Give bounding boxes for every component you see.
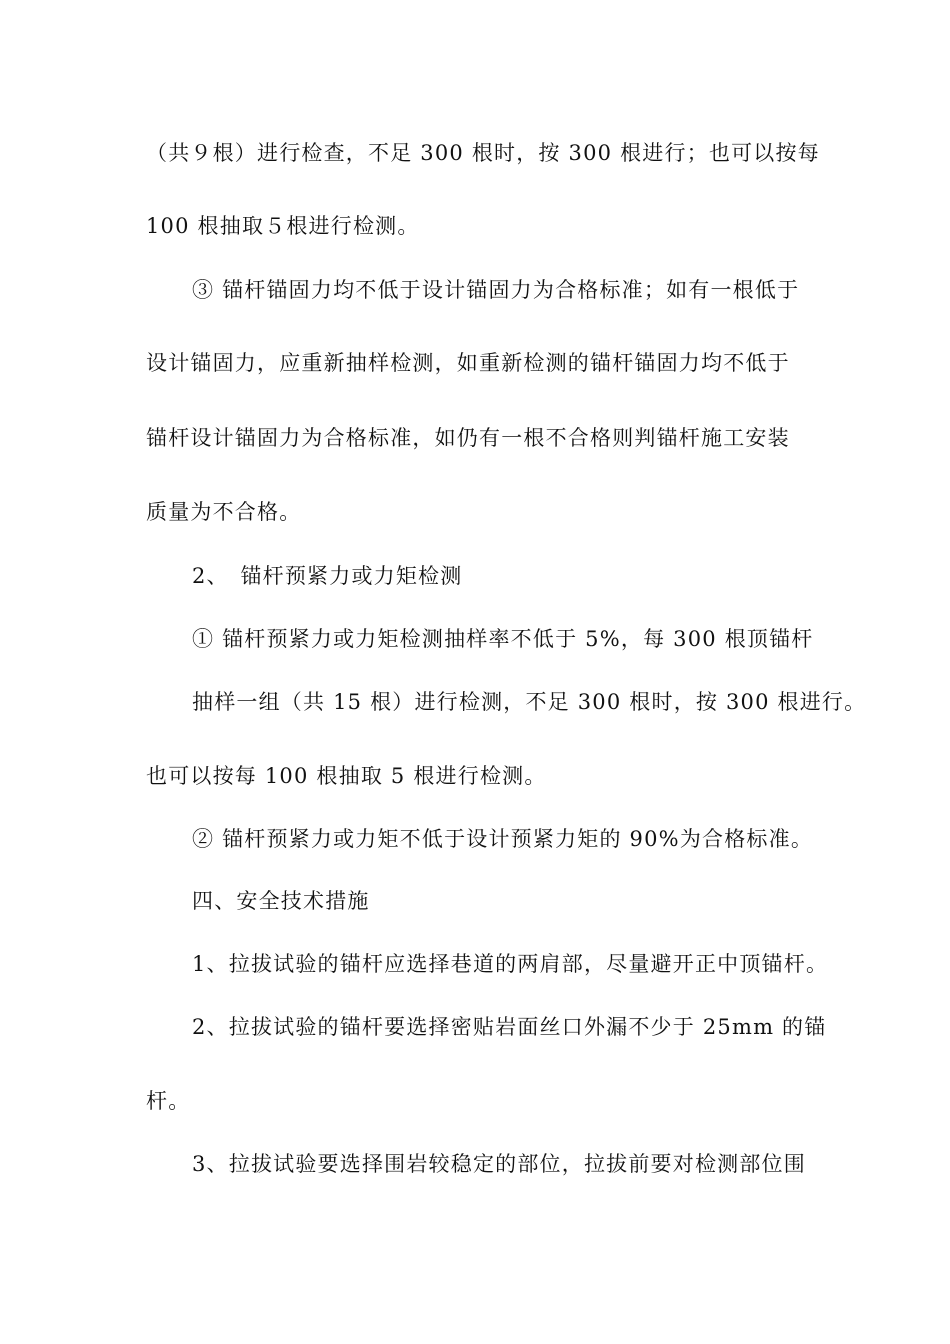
- text-line-16: 3、拉拔试验要选择围岩较稳定的部位，拉拔前要对检测部位围: [192, 1152, 806, 1176]
- section-heading-2: 2、 锚杆预紧力或力矩检测: [192, 564, 463, 588]
- text-line-13: 1、拉拔试验的锚杆应选择巷道的两肩部，尽量避开正中顶锚杆。: [192, 952, 829, 976]
- text-line-14: 2、拉拔试验的锚杆要选择密贴岩面丝口外漏不少于 25mm 的锚: [192, 1015, 827, 1039]
- text-line-9: 抽样一组（共 15 根）进行检测，不足 300 根时，按 300 根进行。: [192, 690, 867, 714]
- text-line-1: （共９根）进行检查，不足 300 根时，按 300 根进行；也可以按每: [146, 141, 820, 165]
- text-line-11: ② 锚杆预紧力或力矩不低于设计预紧力矩的 90%为合格标准。: [192, 827, 814, 851]
- text-line-8: ① 锚杆预紧力或力矩检测抽样率不低于 5%，每 300 根顶锚杆: [192, 627, 814, 651]
- text-line-4: 设计锚固力，应重新抽样检测，如重新检测的锚杆锚固力均不低于: [146, 351, 790, 375]
- section-heading-4: 四、安全技术措施: [192, 889, 370, 913]
- text-line-6: 质量为不合格。: [146, 500, 302, 524]
- text-line-5: 锚杆设计锚固力为合格标准，如仍有一根不合格则判锚杆施工安装: [146, 426, 790, 450]
- text-line-10: 也可以按每 100 根抽取 5 根进行检测。: [146, 764, 547, 788]
- text-line-2: 100 根抽取５根进行检测。: [146, 214, 420, 238]
- text-line-3: ③ 锚杆锚固力均不低于设计锚固力为合格标准；如有一根低于: [192, 278, 800, 302]
- text-line-15: 杆。: [146, 1089, 191, 1113]
